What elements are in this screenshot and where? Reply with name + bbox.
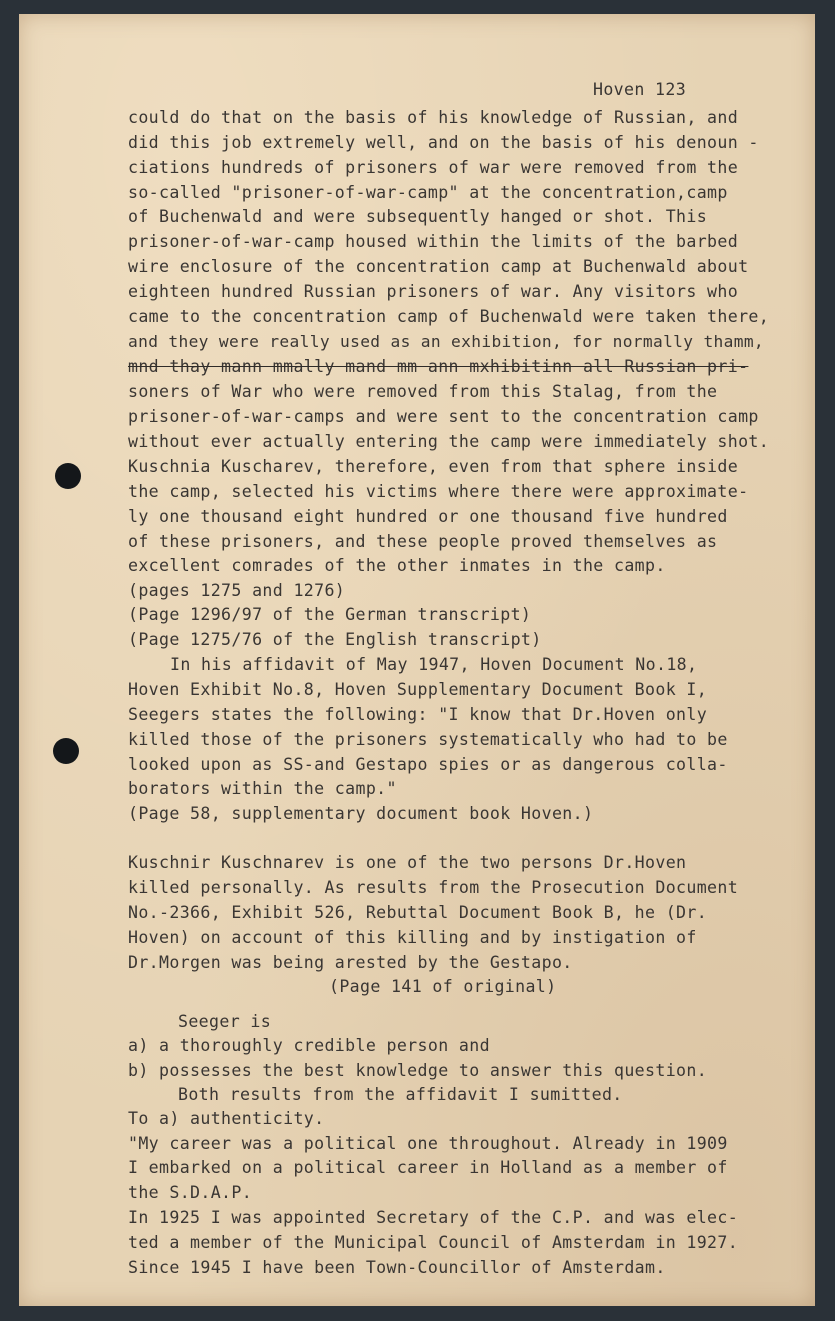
text-line-23: In his affidavit of May 1947, Hoven Document No.18, [170,655,698,674]
text-line-37: a) a thoroughly credible person and [128,1036,490,1055]
text-line-39: Both results from the affidavit I sumitted. [178,1085,623,1104]
text-line-40: To a) authenticity. [128,1109,325,1128]
text-line-24: Hoven Exhibit No.8, Hoven Supplementary Document Book I, [128,680,708,699]
text-line-9: came to the concentration camp of Buchenwald were taken there, [128,307,770,326]
page-header: Hoven 123 [593,80,687,99]
text-line-17: ly one thousand eight hundred or one thousand five hundred [128,507,728,526]
text-line-30: Kuschnir Kuschnarev is one of the two persons Dr.Hoven [128,853,687,872]
text-line-4: so-called "prisoner-of-war-camp" at the concentration,camp [128,183,728,202]
text-line-15: Kuschnia Kuscharev, therefore, even from that sphere inside [128,457,739,476]
text-line-25: Seegers states the following: "I know that Dr.Hoven only [128,705,708,724]
text-line-14: without ever actually entering the camp were immediately shot. [128,432,770,451]
text-line-18: of these prisoners, and these people proved themselves as [128,532,718,551]
text-line-46: Since 1945 I have been Town-Councillor of Amsterdam. [128,1258,666,1277]
text-line-19: excellent comrades of the other inmates in the camp. [128,556,666,575]
text-line-7: wire enclosure of the concentration camp at Buchenwald about [128,257,749,276]
text-line-32: No.-2366, Exhibit 526, Rebuttal Document Book B, he (Dr. [128,903,708,922]
text-line-10: and they were really used as an exhibition, for normally thamm, [128,332,765,351]
text-line-21: (Page 1296/97 of the German transcript) [128,605,532,624]
text-line-1: could do that on the basis of his knowledge of Russian, and [128,108,739,127]
text-line-12: soners of War who were removed from this Stalag, from the [128,382,718,401]
text-line-16: the camp, selected his victims where there were approximate- [128,482,749,501]
punch-hole-bottom [53,738,79,764]
text-line-36: Seeger is [178,1012,272,1031]
text-line-5: of Buchenwald and were subsequently hanged or shot. This [128,207,708,226]
text-line-2: did this job extremely well, and on the basis of his denoun - [128,133,759,152]
text-line-45: ted a member of the Municipal Council of Amsterdam in 1927. [128,1233,739,1252]
text-line-28: borators within the camp." [128,779,397,798]
text-line-34: Dr.Morgen was being arested by the Gestapo. [128,953,573,972]
text-line-31: killed personally. As results from the Prosecution Document [128,878,739,897]
text-line-38: b) possesses the best knowledge to answer this question. [128,1061,708,1080]
text-line-35: (Page 141 of original) [329,977,557,996]
text-line-43: the S.D.A.P. [128,1183,253,1202]
text-line-29: (Page 58, supplementary document book Hoven.) [128,804,594,823]
text-line-27: looked upon as SS-and Gestapo spies or as dangerous colla- [128,755,728,774]
text-line-33: Hoven) on account of this killing and by instigation of [128,928,697,947]
text-line-6: prisoner-of-war-camp housed within the limits of the barbed [128,232,739,251]
text-line-3: ciations hundreds of prisoners of war were removed from the [128,158,739,177]
text-line-42: I embarked on a political career in Holland as a member of [128,1158,728,1177]
text-line-11-struck: mnd thay mann mmally mand mm ann mxhibitinn all Russian pri- [128,357,749,376]
text-line-20: (pages 1275 and 1276) [128,581,346,600]
text-line-26: killed those of the prisoners systematically who had to be [128,730,728,749]
punch-hole-top [55,463,81,489]
text-line-44: In 1925 I was appointed Secretary of the C.P. and was elec- [128,1208,739,1227]
text-line-13: prisoner-of-war-camps and were sent to the concentration camp [128,407,759,426]
text-line-8: eighteen hundred Russian prisoners of war. Any visitors who [128,282,739,301]
text-line-22: (Page 1275/76 of the English transcript) [128,630,542,649]
text-line-41: "My career was a political one throughout. Already in 1909 [128,1134,728,1153]
